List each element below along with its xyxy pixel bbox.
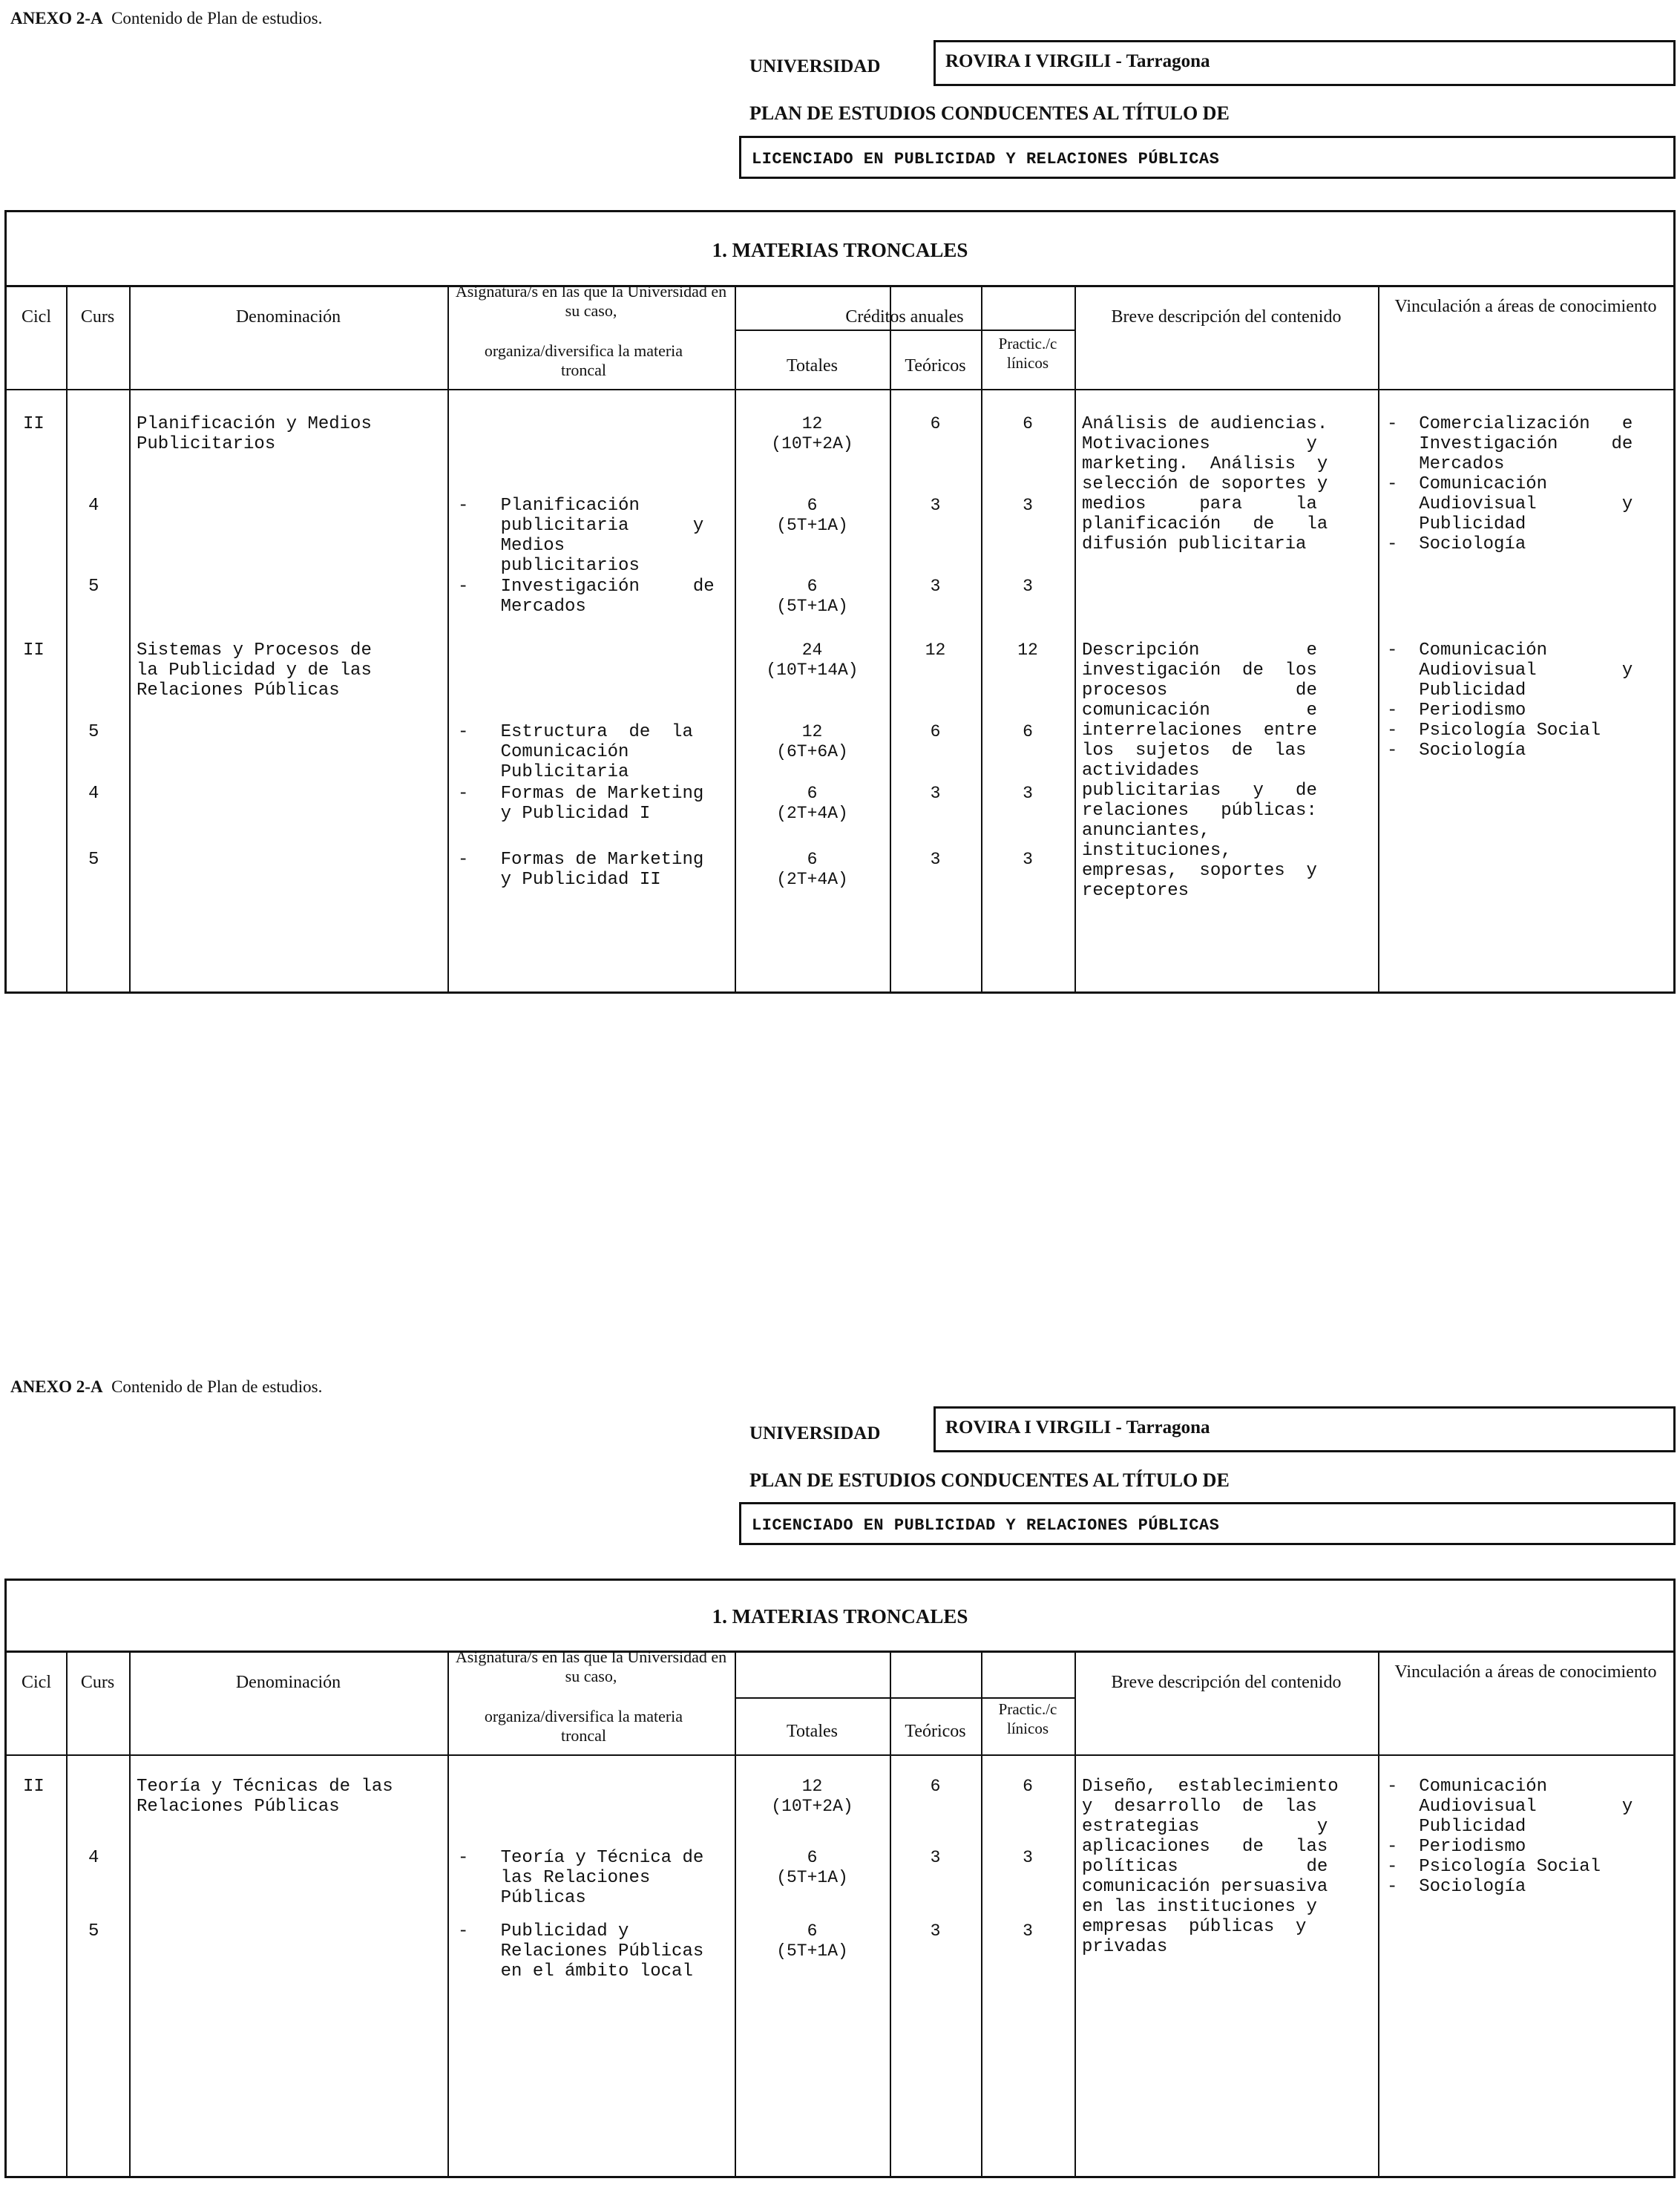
header-curs: Curs <box>80 1673 115 1692</box>
cell-curs: 5 <box>88 577 99 597</box>
header-divider <box>7 1754 1673 1756</box>
cell-creditos-totales: 24 (10T+14A) <box>766 640 859 680</box>
column-divider <box>890 285 891 991</box>
header-asignatura-bottom: organiza/diversifica la materia troncal <box>484 341 683 379</box>
materias-troncales-table <box>4 1579 1676 2178</box>
university-label: UNIVERSIDAD <box>749 1423 881 1443</box>
plan-label: PLAN DE ESTUDIOS CONDUCENTES AL TÍTULO DE <box>749 102 1230 124</box>
cell-creditos-teoricos: 3 <box>930 577 941 596</box>
cell-creditos-teoricos: 6 <box>930 722 941 741</box>
cell-denominacion: Sistemas y Procesos de la Publicidad y de las Relaciones Públicas <box>137 640 372 701</box>
cell-asignatura: - Estructura de la Comunicación Publicitaria <box>458 722 693 782</box>
header-creditos: Créditos anuales <box>845 307 964 327</box>
header-vinculacion: Vinculación a áreas de conocimiento <box>1394 297 1657 316</box>
cell-creditos-practicos: 6 <box>1023 414 1033 433</box>
cell-creditos-teoricos: 3 <box>930 1921 941 1941</box>
cell-curs: 4 <box>88 784 99 804</box>
cell-asignatura: - Publicidad y Relaciones Públicas en el ámbito local <box>458 1921 704 1981</box>
cell-curs: 4 <box>88 1848 99 1868</box>
cell-creditos-teoricos: 3 <box>930 496 941 515</box>
cell-creditos-practicos: 3 <box>1023 1848 1033 1867</box>
header-practicos: Practic./c línicos <box>998 335 1057 372</box>
header-descripcion: Breve descripción del contenido <box>1111 1673 1342 1692</box>
cell-asignatura: - Investigación de Mercados <box>458 577 715 617</box>
table-title: 1. MATERIAS TRONCALES <box>7 212 1673 287</box>
cell-cicl: II <box>23 1777 45 1797</box>
cell-areas-conocimiento: - Comunicación Audiovisual y Publicidad - Periodismo - Psicología Social - Sociología <box>1387 640 1633 761</box>
cell-asignatura: - Teoría y Técnica de las Relaciones Públicas <box>458 1848 704 1908</box>
cell-curs: 5 <box>88 1921 99 1941</box>
header-asignatura-top: Asignatura/s en las que la Universidad en su caso, <box>455 1648 727 1685</box>
header-teoricos: Teóricos <box>905 1722 966 1741</box>
cell-descripcion: Diseño, establecimiento y desarrollo de las estrategias y aplicaciones de las políticas de comunicación persuasiva en las instituciones y empresas públicas y privadas <box>1082 1777 1339 1957</box>
materias-troncales-table <box>4 210 1676 994</box>
cell-asignatura: - Formas de Marketing y Publicidad I <box>458 784 704 824</box>
cell-creditos-practicos: 3 <box>1023 496 1033 515</box>
cell-denominacion: Planificación y Medios Publicitarios <box>137 414 372 454</box>
column-divider <box>1378 285 1379 991</box>
credits-subheader-divider <box>735 330 1074 331</box>
annex-heading: ANEXO 2-A Contenido de Plan de estudios. <box>10 9 323 27</box>
column-divider <box>981 285 982 991</box>
column-divider <box>1378 1651 1379 2176</box>
cell-cicl: II <box>23 414 45 434</box>
header-denominacion: Denominación <box>235 307 341 327</box>
cell-creditos-totales: 6 (5T+1A) <box>776 496 848 535</box>
cell-creditos-totales: 12 (10T+2A) <box>771 414 853 453</box>
column-divider <box>66 1651 68 2176</box>
cell-creditos-teoricos: 3 <box>930 1848 941 1867</box>
document-page-2 <box>0 1366 1680 2182</box>
document-page-1 <box>0 0 1680 901</box>
cell-creditos-totales: 6 (5T+1A) <box>776 577 848 616</box>
plan-label: PLAN DE ESTUDIOS CONDUCENTES AL TÍTULO DE <box>749 1469 1230 1491</box>
cell-creditos-totales: 6 (5T+1A) <box>776 1921 848 1961</box>
cell-curs: 4 <box>88 496 99 516</box>
header-practicos: Practic./c línicos <box>998 1700 1057 1737</box>
column-divider <box>447 285 449 991</box>
cell-curs: 5 <box>88 850 99 870</box>
header-totales: Totales <box>787 356 838 376</box>
header-cicl: Cicl <box>22 307 51 327</box>
column-divider <box>1074 1651 1076 2176</box>
cell-creditos-teoricos: 6 <box>930 1777 941 1796</box>
header-asignatura-top: Asignatura/s en las que la Universidad en su caso, <box>455 282 727 320</box>
cell-creditos-teoricos: 3 <box>930 784 941 803</box>
cell-creditos-totales: 6 (2T+4A) <box>776 784 848 823</box>
cell-creditos-practicos: 3 <box>1023 1921 1033 1941</box>
header-curs: Curs <box>80 307 115 327</box>
cell-creditos-teoricos: 12 <box>925 640 946 660</box>
credits-subheader-divider <box>735 1697 1074 1699</box>
column-divider <box>66 285 68 991</box>
header-teoricos: Teóricos <box>905 356 966 376</box>
header-cicl: Cicl <box>22 1673 51 1692</box>
header-totales: Totales <box>787 1722 838 1741</box>
university-name-box: ROVIRA I VIRGILI - Tarragona <box>933 1406 1676 1452</box>
cell-creditos-teoricos: 3 <box>930 850 941 869</box>
cell-descripcion: Análisis de audiencias. Motivaciones y marketing. Análisis y selección de soportes y medios para la planificación de la difusión publicitaria <box>1082 414 1328 554</box>
cell-creditos-totales: 6 (2T+4A) <box>776 850 848 889</box>
table-title: 1. MATERIAS TRONCALES <box>7 1581 1673 1653</box>
header-divider <box>7 389 1673 390</box>
cell-creditos-totales: 12 (6T+6A) <box>776 722 848 761</box>
cell-denominacion: Teoría y Técnicas de las Relaciones Públicas <box>137 1777 393 1817</box>
column-divider <box>447 1651 449 2176</box>
column-divider <box>129 285 131 991</box>
cell-creditos-practicos: 3 <box>1023 577 1033 596</box>
cell-asignatura: - Planificación publicitaria y Medios publicitarios <box>458 496 704 576</box>
university-name-box: ROVIRA I VIRGILI - Tarragona <box>933 40 1676 86</box>
header-denominacion: Denominación <box>235 1673 341 1692</box>
degree-title-box: LICENCIADO EN PUBLICIDAD Y RELACIONES PÚBLICAS <box>739 136 1676 179</box>
header-asignatura-bottom: organiza/diversifica la materia troncal <box>484 1707 683 1745</box>
cell-creditos-practicos: 6 <box>1023 1777 1033 1796</box>
cell-creditos-teoricos: 6 <box>930 414 941 433</box>
cell-asignatura: - Formas de Marketing y Publicidad II <box>458 850 704 890</box>
header-descripcion: Breve descripción del contenido <box>1111 307 1342 327</box>
column-divider <box>981 1651 982 2176</box>
annex-heading: ANEXO 2-A Contenido de Plan de estudios. <box>10 1377 323 1396</box>
cell-cicl: II <box>23 640 45 660</box>
university-label: UNIVERSIDAD <box>749 56 881 76</box>
cell-areas-conocimiento: - Comercialización e Investigación de Mercados - Comunicación Audiovisual y Publicidad - Sociología <box>1387 414 1633 554</box>
column-divider <box>129 1651 131 2176</box>
cell-creditos-practicos: 3 <box>1023 850 1033 869</box>
cell-creditos-totales: 12 (10T+2A) <box>771 1777 853 1816</box>
degree-title-box: LICENCIADO EN PUBLICIDAD Y RELACIONES PÚBLICAS <box>739 1502 1676 1545</box>
cell-descripcion: Descripción e investigación de los procesos de comunicación e interrelaciones entre los sujetos de las actividades publicitarias y de relaciones públicas: anunciantes, instituciones, empresas, soportes y receptores <box>1082 640 1317 901</box>
cell-creditos-practicos: 3 <box>1023 784 1033 803</box>
cell-areas-conocimiento: - Comunicación Audiovisual y Publicidad - Periodismo - Psicología Social - Sociología <box>1387 1777 1633 1897</box>
cell-creditos-practicos: 6 <box>1023 722 1033 741</box>
column-divider <box>1074 285 1076 991</box>
cell-creditos-practicos: 12 <box>1017 640 1038 660</box>
header-vinculacion: Vinculación a áreas de conocimiento <box>1394 1662 1657 1682</box>
cell-curs: 5 <box>88 722 99 742</box>
cell-creditos-totales: 6 (5T+1A) <box>776 1848 848 1887</box>
